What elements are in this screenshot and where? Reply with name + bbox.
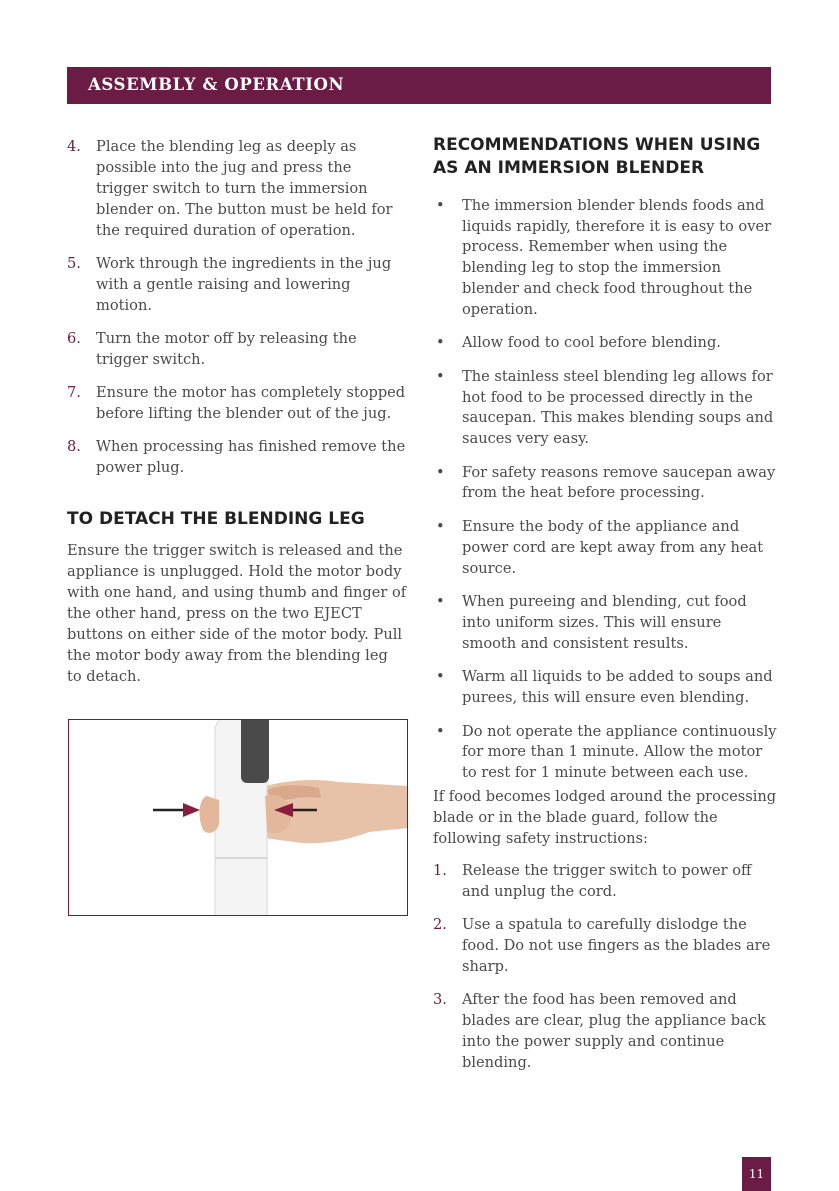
recommendation-item (433, 333, 778, 354)
thumb-shape (200, 796, 219, 833)
step-text: After the food has been removed and blades are clear, plug the appliance back into the power supply and continue blending. (462, 990, 766, 1071)
recommendation-text: Ensure the body of the appliance and power cord are kept away from any heat source. (462, 518, 764, 577)
detach-heading: TO DETACH THE BLENDING LEG (67, 509, 365, 529)
safety-step-item (433, 914, 778, 977)
step-item (67, 253, 407, 316)
bullet-icon: • (436, 668, 445, 686)
operation-steps (67, 136, 407, 478)
page-number: 11 (742, 1157, 771, 1191)
step-text: Turn the motor off by releasing the trigger switch. (96, 330, 357, 368)
step-number: 5. (67, 255, 81, 272)
recommendation-text: Do not operate the appliance continuously for more than 1 minute. Allow the motor to rest for 1 minute between each use. (462, 722, 777, 782)
step-text: Use a spatula to carefully dislodge the food. Do not use fingers as the blades are sharp. (462, 915, 771, 975)
step-number: 2. (433, 915, 447, 933)
blender-grip (241, 720, 269, 783)
step-text: Work through the ingredients in the jug with a gentle raising and lowering motion. (96, 255, 392, 314)
bullet-icon: • (436, 367, 445, 385)
step-text: Place the blending leg as deeply as possible into the jug and press the trigger switch to turn the immersion blender on. The button must be held for the required duration of operation. (96, 138, 393, 239)
bullet-icon: • (436, 593, 445, 611)
recommendation-item (433, 517, 778, 579)
step-item (67, 328, 407, 370)
right-column (433, 134, 778, 1085)
recommendation-item (433, 667, 778, 708)
step-number: 7. (67, 384, 81, 401)
recommendations-heading: RECOMMENDATIONS WHEN USING AS AN IMMERSION BLENDER (433, 135, 761, 178)
step-item (67, 382, 407, 424)
recommendation-item (433, 722, 778, 784)
recommendation-text: For safety reasons remove saucepan away from the heat before processing. (462, 463, 776, 502)
recommendation-item (433, 592, 778, 654)
step-item (67, 136, 407, 241)
recommendation-text: The stainless steel blending leg allows for hot food to be processed directly in the saucepan. This makes blending soups and sauces very easy. (462, 367, 774, 448)
recommendation-item (433, 196, 778, 320)
step-item (67, 436, 407, 478)
step-text: When processing has finished remove the power plug. (96, 438, 406, 476)
arrow-icon (153, 803, 200, 817)
step-text: Release the trigger switch to power off and unplug the cord. (462, 861, 752, 900)
recommendation-item (433, 463, 778, 504)
bullet-icon: • (436, 334, 445, 352)
recommendation-text: Allow food to cool before blending. (462, 334, 721, 352)
lodged-intro: If food becomes lodged around the processing blade or in the blade guard, follow the following safety instructions: (433, 787, 777, 847)
recommendation-item (433, 367, 778, 450)
recommendation-text: When pureeing and blending, cut food into uniform sizes. This will ensure smooth and consistent results. (462, 593, 747, 652)
bullet-icon: • (436, 722, 445, 740)
recommendation-text: Warm all liquids to be added to soups and purees, this will ensure even blending. (462, 668, 773, 707)
detach-paragraph: Ensure the trigger switch is released and the appliance is unplugged. Hold the motor body with one hand, and using thumb and finger of the other hand, press on the two EJECT buttons on either side of the motor body. Pull the motor body away from the blending leg to detach. (67, 542, 407, 685)
bullet-icon: • (436, 518, 445, 536)
step-number: 4. (67, 138, 81, 155)
safety-steps (433, 860, 778, 1073)
bullet-icon: • (436, 197, 445, 214)
recommendations-list (433, 196, 778, 784)
left-column (67, 136, 407, 687)
safety-step-item (433, 989, 778, 1073)
eject-illustration (68, 719, 408, 916)
step-number: 8. (67, 438, 81, 455)
section-title: ASSEMBLY & OPERATION (88, 75, 345, 94)
step-number: 3. (433, 990, 447, 1008)
step-number: 1. (433, 861, 447, 879)
blender-eject-image (69, 720, 408, 916)
step-text: Ensure the motor has completely stopped before lifting the blender out of the jug. (96, 384, 406, 422)
recommendation-text: The immersion blender blends foods and liquids rapidly, therefore it is easy to over process. Remember when using the blending leg to stop the immersion blender and check food throughout the operation. (462, 197, 772, 318)
safety-step-item (433, 860, 778, 902)
section-header-bar (67, 67, 771, 104)
bullet-icon: • (436, 463, 445, 481)
step-number: 6. (67, 330, 81, 347)
